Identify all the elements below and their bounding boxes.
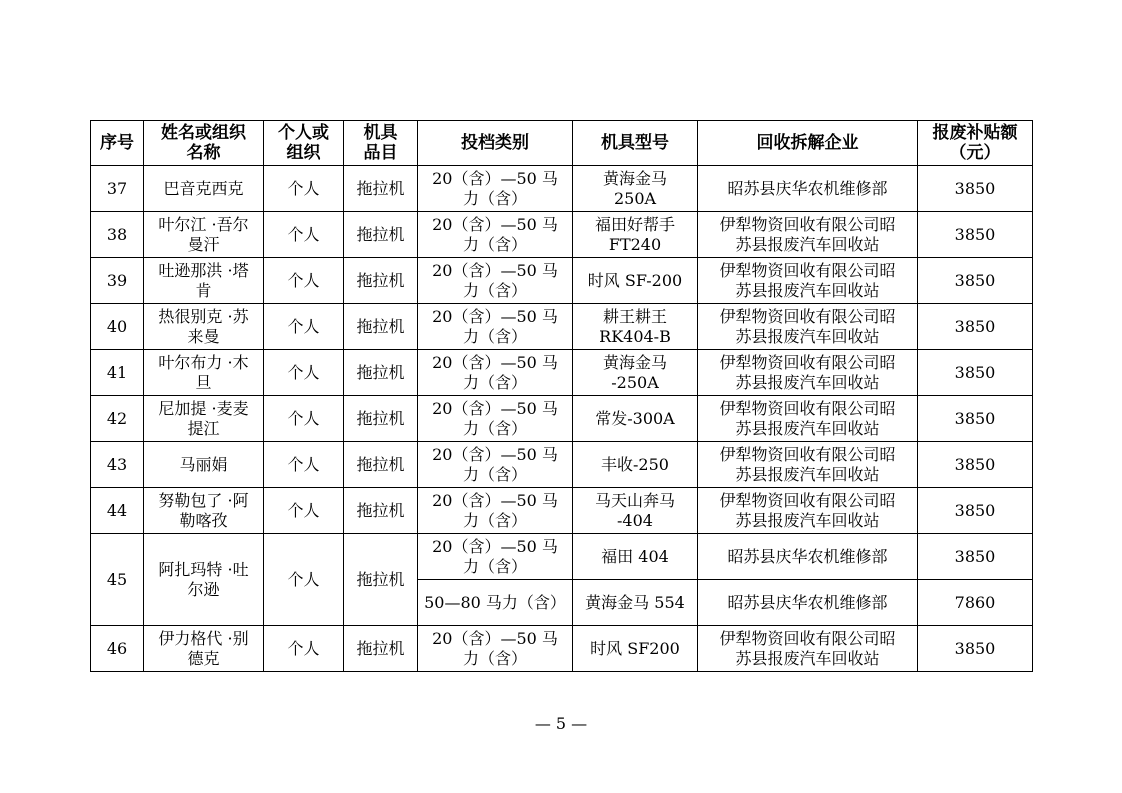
cell-model-line: 黄海金马 554: [585, 592, 685, 612]
cell-name-line: 热很别克 ·苏: [158, 306, 249, 326]
cell-type: [264, 166, 344, 212]
cell-company-line: 苏县报废汽车回收站: [735, 648, 880, 668]
cell-category-line: 力（含）: [462, 234, 527, 254]
cell-company: [698, 166, 918, 212]
cell-seq-line: 45: [106, 569, 128, 589]
cell-company-line: 昭苏县庆华农机维修部: [727, 178, 888, 198]
cell-amount: [918, 212, 1033, 258]
cell-seq-line: 39: [106, 270, 128, 290]
table-row: [91, 166, 1033, 212]
header-line: 机具型号: [601, 133, 669, 153]
cell-item: [344, 166, 418, 212]
cell-seq-line: 40: [106, 316, 128, 336]
cell-category: [418, 442, 573, 488]
subsidy-table: [90, 120, 1033, 672]
cell-category-line: 力（含）: [462, 556, 527, 576]
header-line: 报废补贴额: [932, 123, 1018, 143]
cell-name-line: 叶尔布力 ·木: [158, 352, 249, 372]
cell-company-line: 昭苏县庆华农机维修部: [727, 546, 888, 566]
header-line: 回收拆解企业: [756, 133, 859, 153]
cell-company-line: 伊犁物资回收有限公司昭: [719, 628, 896, 648]
cell-category: [418, 258, 573, 304]
cell-name-line: 巴音克西克: [163, 178, 244, 198]
cell-type-line: 个人: [287, 178, 320, 198]
cell-type-line: 个人: [287, 638, 320, 658]
cell-category-line: 力（含）: [462, 418, 527, 438]
cell-model-line: FT240: [608, 234, 662, 254]
cell-item-line: 拖拉机: [356, 454, 405, 474]
table-row: [91, 626, 1033, 672]
header-line: （元）: [949, 143, 1001, 163]
cell-model: [573, 626, 698, 672]
cell-item: [344, 488, 418, 534]
cell-name: [144, 258, 264, 304]
cell-company-line: 伊犁物资回收有限公司昭: [719, 444, 896, 464]
cell-category-line: 20（含）—50 马: [432, 168, 558, 188]
cell-item: [344, 396, 418, 442]
header-model: [573, 121, 698, 166]
table-header: [91, 121, 1033, 166]
header-line: 姓名或组织: [161, 123, 246, 143]
cell-model-line: 时风 SF200: [590, 638, 680, 658]
cell-seq: [91, 534, 144, 626]
cell-category-line: 20（含）—50 马: [432, 306, 558, 326]
header-line: 投档类别: [461, 133, 529, 153]
cell-type: [264, 534, 344, 626]
cell-company-line: 苏县报废汽车回收站: [735, 510, 880, 530]
cell-seq-line: 42: [106, 408, 128, 428]
header-line: 个人或: [278, 123, 329, 143]
header-category: [418, 121, 573, 166]
cell-seq: [91, 212, 144, 258]
cell-company: [698, 258, 918, 304]
cell-type: [264, 396, 344, 442]
cell-seq: [91, 442, 144, 488]
cell-company: [698, 626, 918, 672]
cell-company-line: 昭苏县庆华农机维修部: [727, 592, 888, 612]
cell-type: [264, 442, 344, 488]
cell-name: [144, 534, 264, 626]
header-row: [91, 121, 1033, 166]
table-row: [91, 212, 1033, 258]
cell-company-line: 苏县报废汽车回收站: [735, 326, 880, 346]
cell-name: [144, 350, 264, 396]
cell-model-line: RK404-B: [599, 326, 671, 346]
cell-category-line: 20（含）—50 马: [432, 398, 558, 418]
cell-company: [698, 350, 918, 396]
cell-type-line: 个人: [287, 270, 320, 290]
cell-category: [418, 580, 573, 626]
header-seq: [91, 121, 144, 166]
cell-company: [698, 304, 918, 350]
cell-amount: [918, 442, 1033, 488]
cell-type-line: 个人: [287, 224, 320, 244]
cell-seq-line: 37: [106, 178, 128, 198]
table-row: [91, 258, 1033, 304]
header-type: [264, 121, 344, 166]
cell-category-line: 20（含）—50 马: [432, 352, 558, 372]
header-line: 品目: [363, 143, 398, 163]
cell-amount: [918, 626, 1033, 672]
cell-seq-line: 44: [106, 500, 128, 520]
cell-company: [698, 580, 918, 626]
cell-category-line: 力（含）: [462, 326, 527, 346]
table-body: [91, 166, 1033, 672]
cell-company: [698, 488, 918, 534]
table-row: [91, 534, 1033, 580]
cell-type-line: 个人: [287, 362, 320, 382]
cell-company-line: 伊犁物资回收有限公司昭: [719, 306, 896, 326]
cell-model-line: 耕王耕王: [602, 306, 667, 326]
cell-amount-line: 3850: [954, 638, 996, 658]
cell-seq-line: 46: [106, 638, 128, 658]
cell-name-line: 阿扎玛特 ·吐: [158, 559, 249, 579]
cell-type-line: 个人: [287, 408, 320, 428]
cell-seq-line: 43: [106, 454, 128, 474]
cell-name-line: 叶尔江 ·吾尔: [158, 214, 249, 234]
cell-type: [264, 350, 344, 396]
cell-model: [573, 442, 698, 488]
cell-amount-line: 3850: [954, 408, 996, 428]
cell-amount-line: 3850: [954, 454, 996, 474]
cell-company-line: 伊犁物资回收有限公司昭: [719, 352, 896, 372]
cell-name: [144, 304, 264, 350]
cell-model-line: 丰收-250: [601, 454, 669, 474]
cell-amount: [918, 350, 1033, 396]
cell-company-line: 伊犁物资回收有限公司昭: [719, 490, 896, 510]
cell-type-line: 个人: [287, 454, 320, 474]
cell-name-line: 尼加提 ·麦麦: [158, 398, 249, 418]
cell-name-line: 勒喀孜: [179, 510, 228, 530]
cell-item-line: 拖拉机: [356, 638, 405, 658]
cell-category-line: 力（含）: [462, 510, 527, 530]
cell-name-line: 德克: [187, 648, 220, 668]
cell-seq: [91, 626, 144, 672]
cell-name-line: 伊力格代 ·别: [158, 628, 249, 648]
cell-company-line: 苏县报废汽车回收站: [735, 280, 880, 300]
cell-category-line: 力（含）: [462, 648, 527, 668]
cell-name-line: 旦: [195, 372, 212, 392]
cell-category-line: 20（含）—50 马: [432, 214, 558, 234]
cell-seq: [91, 488, 144, 534]
header-company: [698, 121, 918, 166]
cell-category-line: 50—80 马力（含）: [424, 592, 566, 612]
cell-name: [144, 396, 264, 442]
cell-item: [344, 442, 418, 488]
cell-item: [344, 258, 418, 304]
cell-seq: [91, 258, 144, 304]
cell-name-line: 努勒包了 ·阿: [158, 490, 249, 510]
cell-model: [573, 350, 698, 396]
cell-company-line: 苏县报废汽车回收站: [735, 234, 880, 254]
cell-item: [344, 212, 418, 258]
cell-category-line: 力（含）: [462, 372, 527, 392]
header-amount: [918, 121, 1033, 166]
cell-amount-line: 7860: [954, 592, 996, 612]
cell-seq: [91, 166, 144, 212]
cell-name: [144, 488, 264, 534]
cell-model-line: 常发-300A: [595, 408, 675, 428]
cell-amount: [918, 396, 1033, 442]
cell-model-line: 黄海金马: [602, 352, 667, 372]
cell-amount-line: 3850: [954, 546, 996, 566]
cell-item: [344, 350, 418, 396]
cell-name: [144, 166, 264, 212]
cell-model-line: 马天山奔马: [594, 490, 675, 510]
cell-name-line: 肯: [195, 280, 212, 300]
cell-type-line: 个人: [287, 500, 320, 520]
cell-item-line: 拖拉机: [356, 178, 405, 198]
page-number: — 5 —: [534, 714, 588, 733]
cell-amount: [918, 580, 1033, 626]
cell-model-line: 时风 SF-200: [587, 270, 683, 290]
cell-type: [264, 304, 344, 350]
table-row: [91, 442, 1033, 488]
cell-name-line: 曼汗: [187, 234, 220, 254]
cell-name-line: 吐逊那洪 ·塔: [158, 260, 249, 280]
cell-category: [418, 396, 573, 442]
cell-amount-line: 3850: [954, 224, 996, 244]
cell-item-line: 拖拉机: [356, 316, 405, 336]
cell-model-line: 黄海金马: [602, 168, 667, 188]
cell-item-line: 拖拉机: [356, 224, 405, 244]
header-name: [144, 121, 264, 166]
cell-model: [573, 488, 698, 534]
cell-amount-line: 3850: [954, 178, 996, 198]
cell-seq: [91, 304, 144, 350]
cell-type: [264, 488, 344, 534]
cell-category: [418, 212, 573, 258]
cell-model: [573, 166, 698, 212]
cell-category: [418, 166, 573, 212]
cell-category: [418, 350, 573, 396]
cell-company-line: 苏县报废汽车回收站: [735, 418, 880, 438]
cell-model-line: -250A: [611, 372, 659, 392]
header-item: [344, 121, 418, 166]
table-row: [91, 488, 1033, 534]
cell-category: [418, 626, 573, 672]
cell-model-line: -404: [617, 510, 653, 530]
cell-category: [418, 488, 573, 534]
cell-category-line: 力（含）: [462, 464, 527, 484]
cell-item-line: 拖拉机: [356, 362, 405, 382]
cell-amount: [918, 534, 1033, 580]
cell-amount-line: 3850: [954, 362, 996, 382]
header-line: 名称: [186, 143, 221, 163]
cell-seq-line: 38: [106, 224, 128, 244]
table-row: [91, 304, 1033, 350]
cell-type: [264, 626, 344, 672]
cell-company: [698, 442, 918, 488]
cell-type-line: 个人: [287, 316, 320, 336]
cell-item: [344, 626, 418, 672]
cell-seq: [91, 396, 144, 442]
cell-type-line: 个人: [287, 569, 320, 589]
header-line: 组织: [286, 143, 321, 163]
cell-seq-line: 41: [106, 362, 128, 382]
cell-model-line: 250A: [613, 188, 657, 208]
cell-category-line: 20（含）—50 马: [432, 444, 558, 464]
cell-company-line: 苏县报废汽车回收站: [735, 372, 880, 392]
cell-category: [418, 534, 573, 580]
cell-amount-line: 3850: [954, 270, 996, 290]
cell-name-line: 提江: [187, 418, 220, 438]
cell-company: [698, 534, 918, 580]
cell-category-line: 力（含）: [462, 280, 527, 300]
cell-company-line: 伊犁物资回收有限公司昭: [719, 398, 896, 418]
cell-company: [698, 212, 918, 258]
cell-model: [573, 396, 698, 442]
cell-seq: [91, 350, 144, 396]
cell-model: [573, 258, 698, 304]
cell-model: [573, 304, 698, 350]
cell-company-line: 伊犁物资回收有限公司昭: [719, 214, 896, 234]
cell-item-line: 拖拉机: [356, 569, 405, 589]
cell-name-line: 来曼: [187, 326, 220, 346]
cell-model-line: 福田好帮手: [594, 214, 675, 234]
cell-name: [144, 442, 264, 488]
cell-item: [344, 304, 418, 350]
cell-category-line: 20（含）—50 马: [432, 536, 558, 556]
cell-category: [418, 304, 573, 350]
cell-type: [264, 212, 344, 258]
cell-category-line: 20（含）—50 马: [432, 628, 558, 648]
table-row: [91, 396, 1033, 442]
cell-category-line: 力（含）: [462, 188, 527, 208]
cell-amount: [918, 304, 1033, 350]
cell-category-line: 20（含）—50 马: [432, 490, 558, 510]
table-row: [91, 350, 1033, 396]
header-line: 序号: [100, 133, 134, 153]
cell-company-line: 伊犁物资回收有限公司昭: [719, 260, 896, 280]
cell-company: [698, 396, 918, 442]
cell-name: [144, 626, 264, 672]
cell-model: [573, 212, 698, 258]
cell-amount-line: 3850: [954, 500, 996, 520]
cell-amount: [918, 488, 1033, 534]
cell-item: [344, 534, 418, 626]
cell-item-line: 拖拉机: [356, 500, 405, 520]
cell-amount: [918, 166, 1033, 212]
cell-model: [573, 580, 698, 626]
cell-amount-line: 3850: [954, 316, 996, 336]
cell-name-line: 马丽娟: [179, 454, 228, 474]
header-line: 机具: [363, 123, 398, 143]
cell-category-line: 20（含）—50 马: [432, 260, 558, 280]
cell-name: [144, 212, 264, 258]
cell-type: [264, 258, 344, 304]
cell-amount: [918, 258, 1033, 304]
cell-model-line: 福田 404: [601, 546, 669, 566]
cell-item-line: 拖拉机: [356, 270, 405, 290]
cell-model: [573, 534, 698, 580]
cell-company-line: 苏县报废汽车回收站: [735, 464, 880, 484]
cell-item-line: 拖拉机: [356, 408, 405, 428]
cell-name-line: 尔逊: [187, 579, 220, 599]
